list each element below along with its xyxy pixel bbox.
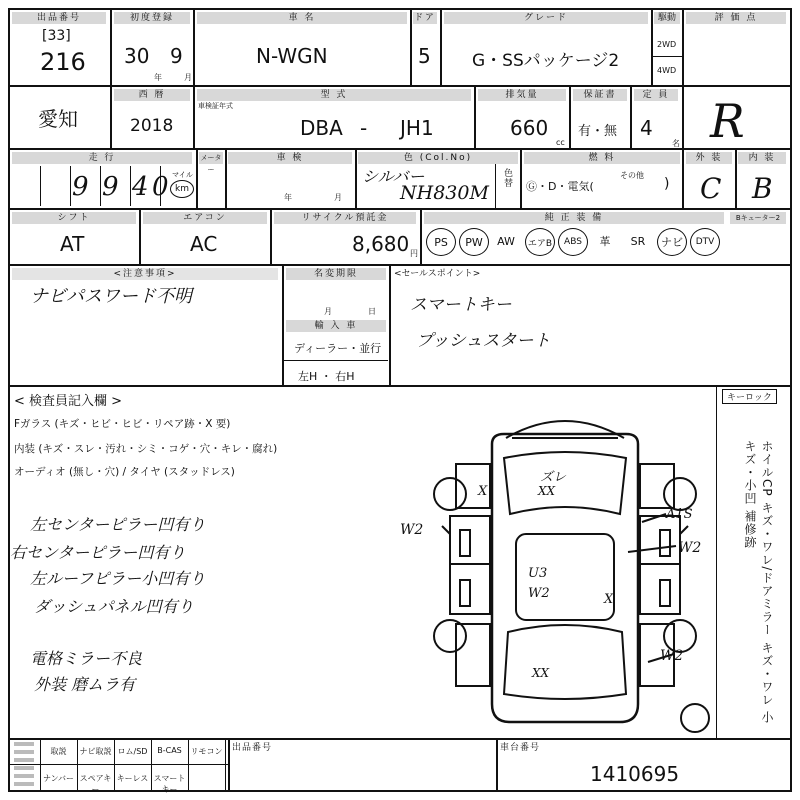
exterior: C [700, 172, 722, 205]
equipment-4: ABS [558, 228, 588, 256]
color-label: 色 (Col.No) [358, 152, 518, 164]
transfer-label: 名変期限 [286, 268, 386, 280]
doors: 5 [418, 44, 431, 68]
model-prefix: DBA [300, 116, 343, 140]
grade-label: グレード [444, 12, 648, 24]
warranty: 有・無 [578, 124, 618, 139]
notes-label: <注意事項> [12, 268, 278, 280]
drive-4wd: 4WD [657, 66, 677, 75]
mark-side-x2: X [604, 592, 614, 607]
equipment-0: PS [426, 228, 456, 256]
inspection-line1: Fガラス (キズ・ヒビ・ヒビ・リペア跡・X 要) [14, 418, 231, 430]
fuel-other: その他 [620, 171, 644, 180]
inspection-title: < 検査員記入欄 > [14, 394, 123, 409]
year: 2018 [130, 116, 174, 136]
ac-label: エアコン [143, 212, 267, 224]
equipment-2: AW [497, 234, 515, 248]
equipment-3: エアB [525, 228, 555, 256]
footer-item-top-0: 取説 [50, 747, 67, 756]
mark-side-x1: X [478, 484, 488, 499]
drive-label: 駆動 [654, 12, 680, 24]
mileage-digit-1: 9 [72, 172, 89, 202]
car-diagram [420, 404, 710, 734]
transfer-month: 月 [324, 307, 332, 316]
ac: AC [190, 232, 218, 256]
interior-label: 内 装 [738, 152, 786, 164]
displacement: 660 [510, 116, 549, 140]
meter-label: メーター [200, 154, 222, 174]
hand-note-1: 左センターピラー凹有り [30, 515, 206, 534]
month-unit: 月 [184, 73, 192, 82]
color-change-label: 色替 [502, 168, 512, 188]
footer-item-bottom-0: ナンバー [42, 774, 75, 783]
mileage-digit-4: 0 [152, 172, 169, 202]
hand-note-4: ダッシュパネル凹有り [34, 597, 194, 616]
recycle: 8,680 [352, 232, 410, 256]
hand-note-6: 外装 磨ムラ有 [34, 675, 136, 694]
capacity: 4 [640, 116, 653, 140]
import-label: 輸 入 車 [286, 320, 386, 332]
footer-item-bottom-2: キーレス [116, 774, 149, 783]
equip-label: 純 正 装 備 [424, 212, 724, 224]
shift: AT [60, 232, 85, 256]
mark-right-a1s: A1S [666, 507, 693, 522]
footer-item-bottom-1: スペアキー [79, 774, 112, 794]
mark-rear-xx: XX [532, 666, 550, 680]
mark-center-u3: U3 [528, 566, 548, 581]
grade: G・SSパッケージ2 [472, 51, 620, 71]
score: R [710, 94, 745, 148]
mileage-digit-3: 4 [132, 172, 149, 202]
fuel: Ⓖ・D・電気( [526, 180, 594, 193]
first-reg-month: 9 [170, 44, 183, 68]
sales-label: <セールスポイント> [394, 269, 481, 279]
drive-2wd: 2WD [657, 40, 677, 49]
inspection-label: 車 検 [228, 152, 352, 164]
lot-label: 出品番号 [12, 12, 106, 24]
capacity-unit: 名 [672, 139, 680, 148]
displacement-label: 排気量 [478, 89, 566, 101]
lot-sub: [33] [42, 28, 71, 44]
equipment-8: DTV [690, 228, 720, 256]
mark-center-w2: W2 [528, 586, 550, 601]
footer-item-top-4: リモコン [190, 747, 223, 756]
key-label: Bキューター2 [730, 212, 786, 224]
equipment-1: PW [459, 228, 489, 256]
year-unit: 年 [154, 73, 162, 82]
model-year-label: 車検証年式 [198, 102, 233, 110]
inspection-year: 年 [284, 193, 292, 202]
color-name: シルバー [362, 167, 425, 186]
fuel-close: ) [664, 176, 670, 192]
shift-label: シフト [12, 212, 136, 224]
region: 愛知 [38, 107, 78, 131]
model-label: 型 式 [197, 89, 471, 101]
inspection-line2: 内装 (キズ・スレ・汚れ・シミ・コゲ・穴・キレ・腐れ) [14, 443, 278, 455]
hand-note-5: 電格ミラー不良 [30, 649, 143, 668]
mark-left-w2: W2 [400, 522, 424, 538]
interior: B [752, 172, 773, 205]
mark-rear-w2: W2 [660, 648, 684, 664]
import-dealer: ディーラー・並行 [294, 342, 382, 355]
inspection-month: 月 [334, 193, 342, 202]
equipment-5: 革 [599, 235, 611, 248]
model-dash: - [360, 116, 368, 140]
color-code: NH830M [400, 182, 489, 204]
mileage-digit-2: 9 [102, 172, 119, 202]
mileage-unit-alt: マイル [172, 171, 193, 179]
model-code: JH1 [400, 116, 434, 140]
footer-item-top-1: ナビ取説 [79, 747, 112, 756]
car-name-label: 車 名 [197, 12, 407, 24]
car-name: N-WGN [256, 44, 328, 68]
keylock-label: キーロック [722, 389, 777, 404]
mark-top2: XX [538, 484, 556, 498]
transfer-day: 日 [368, 307, 376, 316]
warranty-label: 保証書 [573, 89, 627, 101]
score-label: 評 価 点 [686, 12, 786, 24]
footer-left-label: 出品番号 [232, 742, 312, 754]
recycle-unit: 円 [410, 249, 418, 258]
vin-label: 車台番号 [500, 742, 580, 754]
hand-note-3: 左ルーフピラー小凹有り [30, 569, 206, 588]
first-reg-year: 30 [124, 44, 150, 68]
hand-note-2: 右センターピラー凹有り [10, 543, 186, 562]
mark-top: ズレ [540, 470, 567, 485]
footer-item-top-3: B-CAS [157, 746, 182, 755]
inspection-line3: オーディオ (無し・穴) / タイヤ (スタッドレス) [14, 466, 235, 478]
mileage-unit: km [170, 180, 194, 198]
sales-1: スマートキー [410, 295, 512, 315]
mark-right-w2: W2 [678, 540, 702, 556]
footer-item-bottom-3: スマートキー [153, 774, 186, 794]
sales-2: プッシュスタート [416, 331, 551, 351]
handle: 左H ・ 右H [298, 370, 355, 383]
legend: ホイルCP キズ・ワレ/ドアミラー キズ・ワレ 小キズ・小凹 補修跡 [743, 440, 774, 725]
footer-item-top-2: ロム/SD [117, 747, 148, 756]
first-reg-label: 初度登録 [114, 12, 190, 24]
year-label: 西 暦 [114, 89, 190, 101]
displacement-unit: cc [556, 138, 565, 147]
notes: ナビパスワード不明 [30, 286, 192, 307]
vin: 1410695 [590, 762, 680, 786]
capacity-label: 定 員 [634, 89, 678, 101]
equipment-6: SR [630, 234, 646, 248]
lot-number: 216 [40, 48, 86, 76]
exterior-label: 外 装 [686, 152, 732, 164]
equipment-7: ナビ [657, 228, 687, 256]
recycle-label: リサイクル預託金 [274, 212, 416, 224]
fuel-label: 燃 料 [524, 152, 680, 164]
mileage-label: 走 行 [12, 152, 192, 164]
doors-label: ドア [414, 13, 436, 23]
